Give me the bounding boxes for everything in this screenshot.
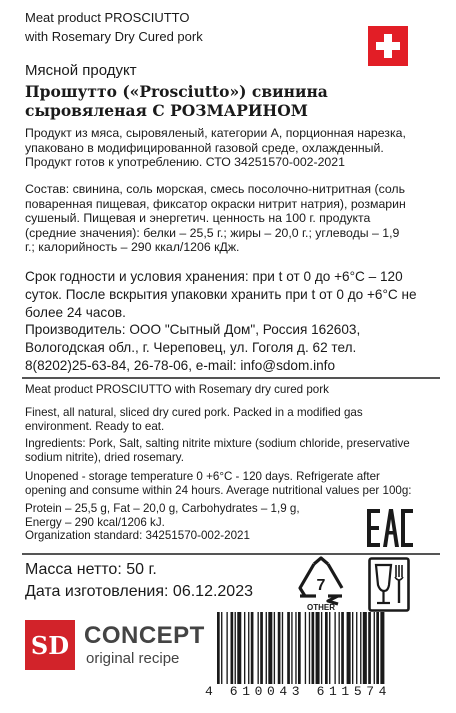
russian-title-line-1: Прошутто («Prosciutto») свинина bbox=[25, 82, 328, 101]
ru-comp-line: поваренная пищевая, фиксатор окраски нитрит натрия), розмарин bbox=[25, 196, 406, 211]
en-storage-line: Unopened - storage temperature 0 +6°C - 120 days. Refrigerate after bbox=[25, 470, 380, 483]
russian-composition bbox=[25, 182, 435, 255]
en-nutrition-line: Protein – 25,5 g, Fat – 20,0 g, Carbohydrates – 1,9 g, bbox=[25, 502, 300, 515]
production-date: Дата изготовления: 06.12.2023 bbox=[25, 583, 253, 600]
barcode-number: 4 610043 611574 bbox=[205, 684, 392, 699]
ru-storage-line: более 24 часов. bbox=[25, 305, 126, 320]
russian-manufacturer bbox=[25, 321, 435, 375]
russian-subtitle: Мясной продукт bbox=[25, 62, 137, 79]
russian-title-line-2: сыровяленая С РОЗМАРИНОМ bbox=[25, 101, 308, 120]
en-standard-line: Organization standard: 34251570-002-2021 bbox=[25, 529, 250, 543]
en-desc-line: environment. Ready to eat. bbox=[25, 419, 165, 433]
ru-storage-line: суток. После вскрытия упаковки хранить при t от 0 до +6°С не bbox=[25, 287, 417, 302]
ru-comp-line: сушеный. Пищевая и энергетич. ценность на 100 г. продукта bbox=[25, 211, 371, 225]
english-description bbox=[25, 406, 445, 433]
english-header bbox=[25, 8, 203, 46]
ru-storage-line: Срок годности и условия хранения: при t от 0 до +6°С – 120 bbox=[25, 269, 403, 284]
en-ingr-line: sodium nitrite), dried rosemary. bbox=[25, 450, 184, 464]
ru-mfr-line: Производитель: ООО "Сытный Дом", Россия 162603, bbox=[25, 322, 361, 337]
swiss-flag-icon bbox=[368, 26, 408, 66]
brand-tagline: original recipe bbox=[86, 650, 180, 667]
brand-name: CONCEPT bbox=[84, 622, 205, 649]
ru-mfr-line: Вологодская обл., г. Череповец, ул. Гоголя д. 62 тел. bbox=[25, 340, 357, 355]
sd-logo-letters: SD bbox=[30, 631, 70, 660]
en-desc-line: Finest, all natural, sliced dry cured pork. Packed in a modified gas bbox=[25, 406, 363, 419]
english-header-line-2: with Rosemary Dry Cured pork bbox=[25, 29, 203, 44]
english-storage bbox=[25, 470, 445, 497]
sd-logo bbox=[25, 620, 75, 670]
ru-mfr-line: 8(8202)25-63-84, 26-78-06, e-mail: info@sdom.info bbox=[25, 358, 336, 373]
food-contact-glass-fork-icon bbox=[368, 557, 410, 612]
english-ingredients bbox=[25, 437, 445, 464]
net-mass: Масса нетто: 50 г. bbox=[25, 561, 157, 578]
sd-logo-icon bbox=[25, 620, 75, 670]
eac-mark-icon bbox=[367, 509, 413, 549]
ru-desc-line: Продукт из мяса, сыровяленый, категории А, порционная нарезка, bbox=[25, 126, 406, 140]
russian-title bbox=[25, 82, 328, 120]
english-header-line-1: Meat product PROSCIUTTO bbox=[25, 10, 190, 25]
ru-desc-line: Продукт готов к употреблению. СТО 34251570-002-2021 bbox=[25, 155, 345, 169]
divider bbox=[22, 553, 440, 555]
ru-comp-line: (средние значения): белки – 25,5 г.; жиры – 20,0 г.; углеводы – 1,9 bbox=[25, 225, 400, 240]
ru-comp-line: Состав: свинина, соль морская, смесь посолочно-нитритная (соль bbox=[25, 182, 406, 196]
ru-desc-line: упаковано в модифицированной газовой среде, охлажденный. bbox=[25, 140, 384, 155]
russian-storage bbox=[25, 268, 435, 322]
recycle-number: 7 bbox=[316, 577, 326, 594]
divider bbox=[22, 377, 440, 379]
english-title: Meat product PROSCIUTTO with Rosemary dry cured pork bbox=[25, 383, 329, 396]
en-ingr-line: Ingredients: Pork, Salt, salting nitrite mixture (sodium chloride, preservative bbox=[25, 437, 410, 450]
ru-comp-line: г.; калорийность – 290 ккал/1206 кДж. bbox=[25, 240, 240, 254]
recycle-icon bbox=[292, 556, 350, 612]
en-nutrition-line: Energy – 290 kcal/1206 kJ. bbox=[25, 515, 165, 529]
recycle-label: OTHER bbox=[307, 603, 335, 612]
russian-description bbox=[25, 126, 435, 170]
en-storage-line: opening and consume within 24 hours. Average nutritional values per 100g: bbox=[25, 483, 412, 497]
barcode-icon bbox=[215, 612, 440, 684]
